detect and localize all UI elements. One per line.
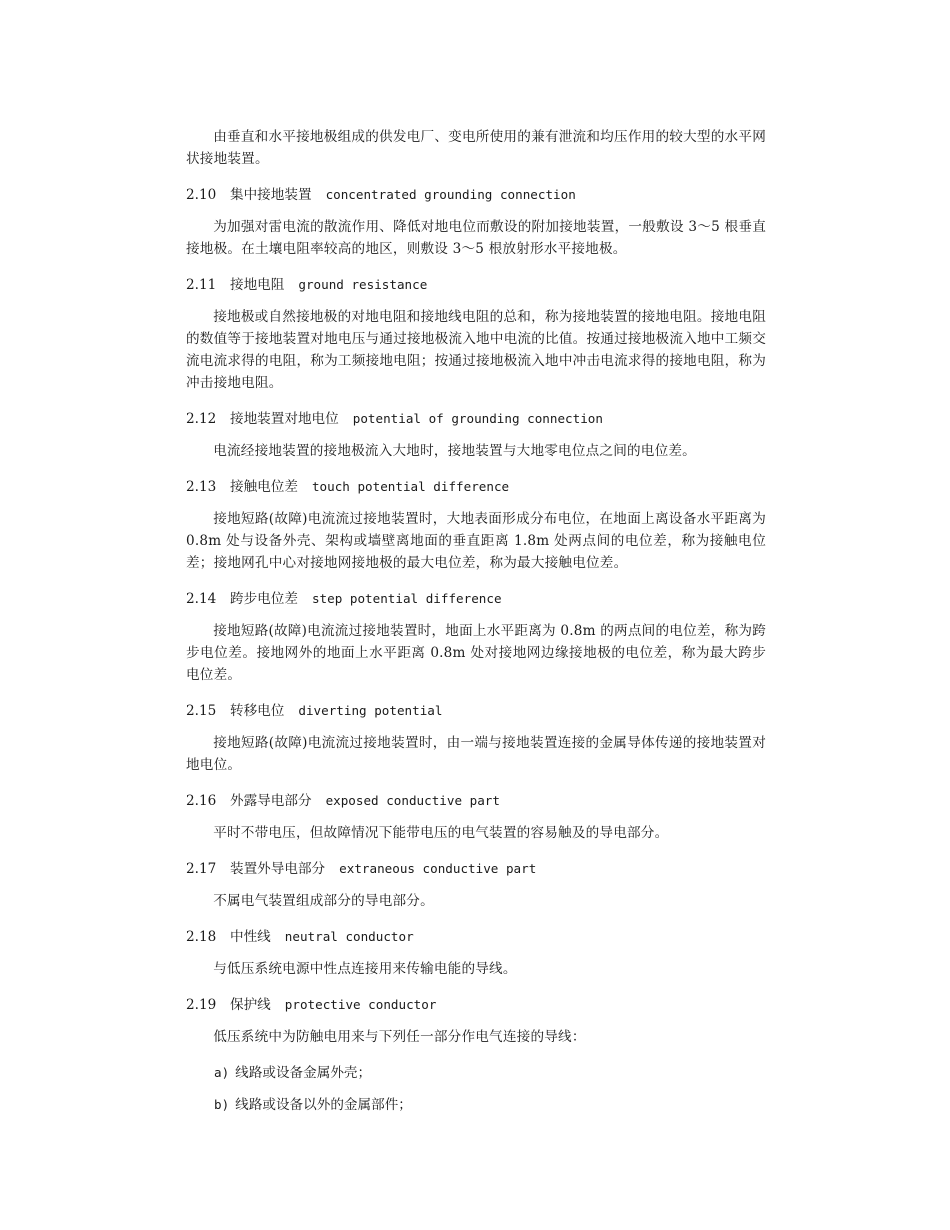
section-heading bbox=[186, 476, 766, 498]
term-english: exposed conductive part bbox=[325, 793, 500, 808]
list-item-text: 线路或设备以外的金属部件； bbox=[235, 1097, 412, 1113]
list-item-text: 线路或设备金属外壳； bbox=[235, 1065, 372, 1081]
definition-paragraph: 低压系统中为防触电用来与下列任一部分作电气连接的导线： bbox=[213, 1029, 586, 1045]
section-2-19 bbox=[186, 994, 766, 1116]
section-number: 2.16 bbox=[186, 793, 217, 809]
definition-paragraph: 与低压系统电源中性点连接用来传输电能的导线。 bbox=[213, 961, 517, 977]
list-item bbox=[214, 1094, 766, 1116]
section-2-18 bbox=[186, 926, 766, 980]
term-english: protective conductor bbox=[284, 997, 437, 1012]
term-chinese: 接地电阻 bbox=[230, 277, 285, 293]
term-chinese: 外露导电部分 bbox=[230, 793, 312, 809]
section-2-15 bbox=[186, 700, 766, 776]
list-item-label: b) bbox=[214, 1097, 230, 1112]
term-chinese: 接地装置对地电位 bbox=[230, 411, 339, 427]
section-number: 2.13 bbox=[186, 479, 217, 495]
term-chinese: 转移电位 bbox=[230, 703, 285, 719]
section-heading bbox=[186, 274, 766, 296]
intro-paragraph: 由垂直和水平接地极组成的供发电厂、变电所使用的兼有泄流和均压作用的较大型的水平网状接地装置。 bbox=[186, 129, 766, 167]
section-2-11 bbox=[186, 274, 766, 394]
definition-paragraph: 平时不带电压，但故障情况下能带电压的电气装置的容易触及的导电部分。 bbox=[213, 825, 669, 841]
section-2-14 bbox=[186, 588, 766, 686]
section-heading bbox=[186, 588, 766, 610]
section-number: 2.11 bbox=[186, 277, 217, 293]
section-heading bbox=[186, 926, 766, 948]
section-number: 2.17 bbox=[186, 861, 217, 877]
term-english: extraneous conductive part bbox=[339, 861, 537, 876]
list-item-label: a) bbox=[214, 1065, 230, 1080]
list-item bbox=[214, 1062, 766, 1084]
definition-paragraph: 为加强对雷电流的散流作用、降低对地电位而敷设的附加接地装置，一般敷设 3～5 根垂直接地极。在土壤电阻率较高的地区，则敷设 3～5 根放射形水平接地极。 bbox=[186, 219, 766, 257]
section-number: 2.18 bbox=[186, 929, 217, 945]
definition-paragraph: 接地短路(故障)电流流过接地装置时，由一端与接地装置连接的金属导体传递的接地装置对地电位。 bbox=[186, 735, 766, 773]
section-number: 2.14 bbox=[186, 591, 217, 607]
section-heading bbox=[186, 994, 766, 1016]
term-chinese: 跨步电位差 bbox=[230, 591, 298, 607]
term-english: touch potential difference bbox=[311, 479, 510, 494]
term-chinese: 接触电位差 bbox=[230, 479, 298, 495]
section-number: 2.10 bbox=[186, 187, 217, 203]
definition-paragraph: 接地极或自然接地极的对地电阻和接地线电阻的总和，称为接地装置的接地电阻。接地电阻的数值等于接地装置对地电压与通过接地极流入地中电流的比值。按通过接地极流入地中工频交流电流求得的电阻，称为工频接地电阻；按通过接地极流入地中冲击电流求得的接地电阻，称为冲击接地电阻。 bbox=[186, 309, 766, 391]
section-2-17 bbox=[186, 858, 766, 912]
section-2-16 bbox=[186, 790, 766, 844]
term-chinese: 保护线 bbox=[230, 997, 271, 1013]
term-english: step potential difference bbox=[311, 591, 502, 606]
definition-paragraph: 不属电气装置组成部分的导电部分。 bbox=[213, 893, 434, 909]
section-heading bbox=[186, 790, 766, 812]
section-heading bbox=[186, 408, 766, 430]
term-english: ground resistance bbox=[298, 277, 428, 292]
section-number: 2.15 bbox=[186, 703, 217, 719]
section-2-10 bbox=[186, 184, 766, 260]
term-english: potential of grounding connection bbox=[352, 411, 603, 426]
term-chinese: 集中接地装置 bbox=[230, 187, 312, 203]
definition-paragraph: 电流经接地装置的接地极流入大地时，接地装置与大地零电位点之间的电位差。 bbox=[213, 443, 696, 459]
document-page bbox=[186, 126, 766, 1126]
term-chinese: 装置外导电部分 bbox=[230, 861, 326, 877]
section-number: 2.12 bbox=[186, 411, 217, 427]
definition-paragraph: 接地短路(故障)电流流过接地装置时，地面上水平距离为 0.8m 的两点间的电位差，称为跨步电位差。接地网外的地面上水平距离 0.8m 处对接地网边缘接地极的电位差，称为最大跨步电位差。 bbox=[186, 623, 766, 683]
section-heading bbox=[186, 858, 766, 880]
section-number: 2.19 bbox=[186, 997, 217, 1013]
term-chinese: 中性线 bbox=[230, 929, 271, 945]
term-english: diverting potential bbox=[298, 703, 443, 718]
section-2-13 bbox=[186, 476, 766, 574]
section-2-12 bbox=[186, 408, 766, 462]
section-heading bbox=[186, 700, 766, 722]
term-english: neutral conductor bbox=[284, 929, 414, 944]
section-heading bbox=[186, 184, 766, 206]
term-english: concentrated grounding connection bbox=[325, 187, 576, 202]
definition-paragraph: 接地短路(故障)电流流过接地装置时，大地表面形成分布电位，在地面上离设备水平距离为 0.8m 处与设备外壳、架构或墙壁离地面的垂直距离 1.8m 处两点间的电位差，称为接触电位差；接地网孔中心对接地网接地极的最大电位差，称为最大接触电位差。 bbox=[186, 511, 766, 571]
